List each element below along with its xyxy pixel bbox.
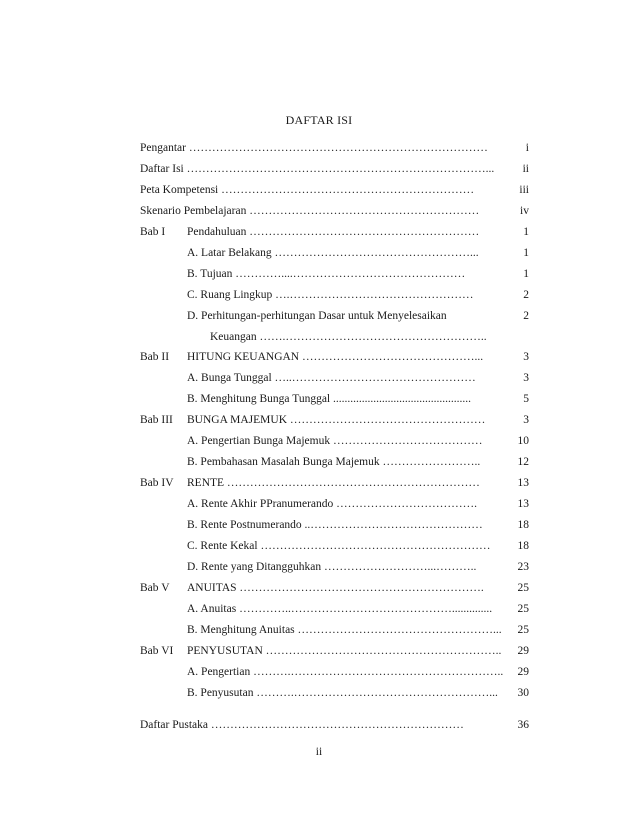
toc-entry-title: Pengantar …………………………………………………………………… [140,142,488,154]
toc-entry-title: Skenario Pembelajaran …………………………………………………… [140,205,480,217]
toc-page-number: 3 [523,414,529,426]
toc-entry [0,433,638,449]
toc-entry [0,182,638,198]
toc-entry [0,538,638,554]
toc-page-number: 12 [517,456,529,468]
toc-entry [0,685,638,701]
toc-entry-title: B. Rente Postnumerando ..……………………………………… [187,519,483,531]
toc-page-number: 2 [523,289,529,301]
page-number: ii [315,746,323,758]
toc-page-number: 23 [517,561,529,573]
toc-entry [0,203,638,219]
toc-entry-title: A. Pengertian ……….……………………………………………….. [187,666,503,678]
toc-entry [0,349,638,365]
toc-entry-title: B. Tujuan …………....……………………………………… [187,268,466,280]
toc-page-number: 13 [517,477,529,489]
toc-page-number: iii [519,184,529,196]
toc-entry-title: Pendahuluan …………………………………………………… [187,226,480,238]
toc-entry [0,496,638,512]
toc-page-number: 3 [523,351,529,363]
toc-page-number: 1 [523,247,529,259]
toc-entry [0,517,638,533]
toc-chapter-label: Bab III [140,414,173,426]
toc-entry-title: B. Penyusutan ……….……………………………………………... [187,687,498,699]
toc-page-number: 1 [523,226,529,238]
toc-entry-title: B. Pembahasan Masalah Bunga Majemuk …………………….. [187,456,481,468]
toc-entry [0,643,638,659]
toc-entry [0,140,638,156]
toc-entry-title: HITUNG KEUANGAN ………………………………………... [187,351,484,363]
toc-entry-title: PENYUSUTAN …………………………………………………….. [187,645,502,657]
toc-entry-title: ANUITAS ………………………………………………………. [187,582,484,594]
toc-entry [0,224,638,240]
toc-page-number: 5 [523,393,529,405]
toc-page-number: 1 [523,268,529,280]
page-title: DAFTAR ISI [285,113,353,127]
toc-page-number: 29 [517,645,529,657]
toc-page-number: ii [522,163,529,175]
toc-page-number: 25 [517,624,529,636]
toc-entry [0,287,638,303]
toc-page-number: 25 [517,582,529,594]
toc-entry [0,622,638,638]
toc-entry [0,559,638,575]
toc-entry-title: A. Rente Akhir PPranumerando ………………………………. [187,498,478,510]
toc-page-number: iv [520,205,529,217]
toc-page-number: 10 [517,435,529,447]
toc-page-number: 36 [517,719,529,731]
toc-entry-title: Keuangan …….…………………………………………….. [210,331,487,343]
toc-page-number: 2 [523,310,529,322]
toc-chapter-label: Bab VI [140,645,174,657]
toc-entry-title: C. Ruang Lingkup ….………………………………………… [187,289,474,301]
toc-entry [0,308,638,324]
toc-entry [0,475,638,491]
toc-entry-title: Peta Kompetensi ………………………………………………………… [140,184,475,196]
toc-entry [0,454,638,470]
toc-entry-title: A. Latar Belakang ……………………………………………... [187,247,479,259]
toc-entry [0,664,638,680]
toc-entry [0,412,638,428]
toc-entry [0,370,638,386]
toc-chapter-label: Bab II [140,351,170,363]
toc-page-number: 18 [517,540,529,552]
toc-entry-title: Daftar Pustaka ………………………………………………………… [140,719,464,731]
toc-entry [0,266,638,282]
toc-page-number: i [525,142,529,154]
toc-entry [0,391,638,407]
toc-page-number: 29 [517,666,529,678]
toc-entry [0,717,638,733]
toc-entry-title: BUNGA MAJEMUK …………………………………………… [187,414,486,426]
toc-chapter-label: Bab IV [140,477,174,489]
toc-entry [0,161,638,177]
toc-entry-title: Daftar Isi ……………………………………………………………………... [140,163,495,175]
toc-entry [0,580,638,596]
toc-entry-title: A. Bunga Tunggal …..………………………………………… [187,372,476,384]
toc-chapter-label: Bab V [140,582,170,594]
toc-entry-title: C. Rente Kekal …………………………………………………… [187,540,491,552]
toc-entry-title: RENTE ………………………………………………………… [187,477,480,489]
toc-page-number: 25 [517,603,529,615]
toc-entry-title: D. Perhitungan-perhitungan Dasar untuk Menyelesaikan [187,310,447,322]
toc-entry-title: B. Menghitung Bunga Tunggal ................................................ [187,393,472,405]
toc-page-number: 3 [523,372,529,384]
toc-entry [0,601,638,617]
toc-entry [0,245,638,261]
toc-page-number: 13 [517,498,529,510]
toc-entry-title: A. Pengertian Bunga Majemuk ………………………………… [187,435,483,447]
toc-entry-title: A. Anuitas …………..…………………………………….............. [187,603,493,615]
toc-page-number: 18 [517,519,529,531]
toc-page-number: 30 [517,687,529,699]
toc-chapter-label: Bab I [140,226,166,238]
toc-entry-title: B. Menghitung Anuitas ……………………………………………... [187,624,502,636]
toc-entry [0,329,638,345]
toc-entry-title: D. Rente yang Ditangguhkan ………………………...……….. [187,561,477,573]
